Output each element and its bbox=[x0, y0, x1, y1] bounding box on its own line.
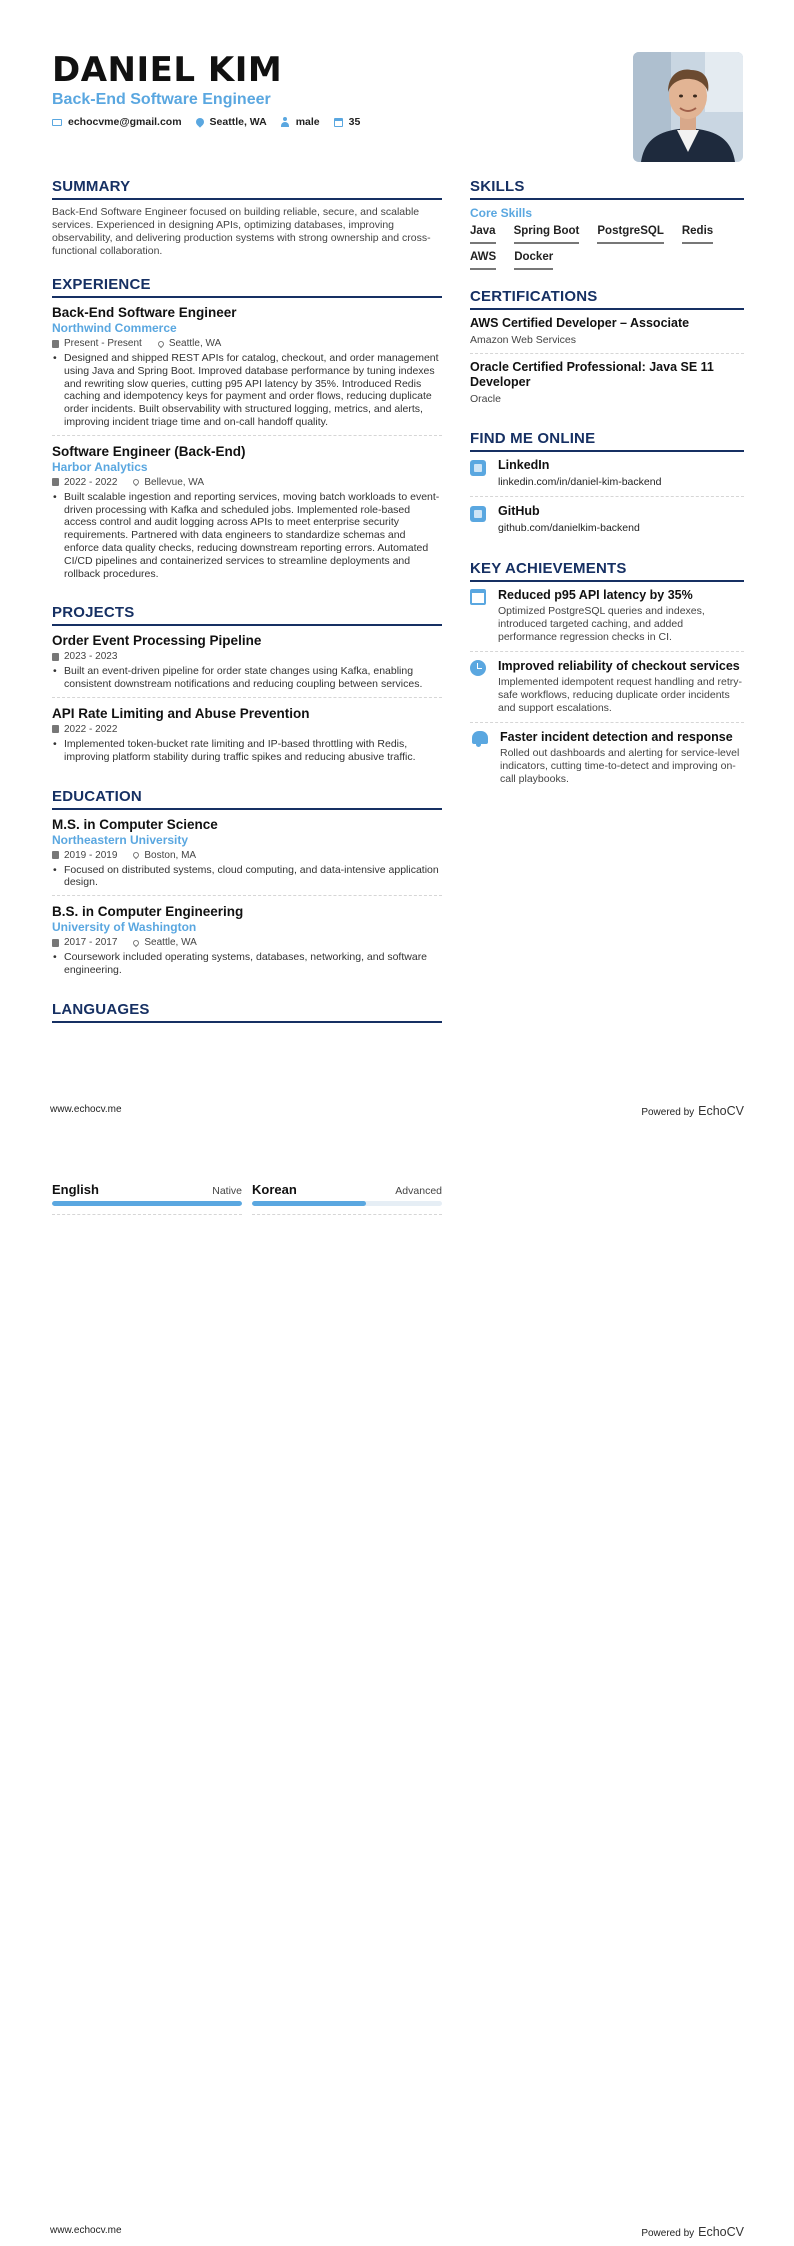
experience-dates-text: Present - Present bbox=[64, 338, 142, 349]
experience-bullets bbox=[52, 491, 442, 581]
skill-tag: Docker bbox=[514, 250, 553, 270]
contact-email-text: echocvme@gmail.com bbox=[68, 116, 182, 128]
project-entry bbox=[52, 632, 442, 698]
language-item bbox=[252, 1182, 442, 1215]
online-link[interactable]: github.com/danielkim-backend bbox=[498, 522, 640, 534]
bullet-item: • Coursework included operating systems, databases, networking, and software engineering. bbox=[64, 951, 442, 977]
project-entry bbox=[52, 705, 442, 770]
calendar-icon bbox=[52, 478, 59, 486]
footer-powered-label: Powered by bbox=[641, 1107, 695, 1118]
education-entry bbox=[52, 816, 442, 897]
achievement-body bbox=[500, 730, 744, 786]
experience-meta bbox=[52, 476, 442, 489]
profile-photo-illustration bbox=[633, 52, 743, 162]
skill-tag: AWS bbox=[470, 250, 496, 270]
experience-heading: EXPERIENCE bbox=[52, 276, 442, 298]
education-dates bbox=[52, 849, 117, 862]
education-dates-text: 2019 - 2019 bbox=[64, 849, 118, 861]
project-dates-text: 2023 - 2023 bbox=[64, 651, 118, 663]
calendar-icon bbox=[52, 725, 59, 733]
certification-item bbox=[470, 316, 744, 354]
calendar-icon bbox=[52, 851, 59, 859]
footer-site[interactable]: www.echocv.me bbox=[50, 1104, 122, 1115]
clock-icon bbox=[470, 660, 486, 676]
skill-tag: Java bbox=[470, 224, 496, 244]
achievement-item bbox=[470, 588, 744, 652]
education-section bbox=[52, 788, 442, 983]
achievement-title: Reduced p95 API latency by 35% bbox=[498, 588, 693, 602]
contact-row bbox=[52, 116, 632, 128]
online-heading: FIND ME ONLINE bbox=[470, 430, 744, 452]
resume-header bbox=[52, 52, 632, 128]
project-dates bbox=[52, 650, 117, 663]
page-footer bbox=[50, 1104, 744, 1118]
location-pin-icon bbox=[194, 116, 205, 127]
languages-section bbox=[52, 1001, 442, 1023]
skills-section bbox=[470, 178, 744, 270]
education-meta bbox=[52, 849, 442, 862]
projects-heading: PROJECTS bbox=[52, 604, 442, 626]
achievements-section bbox=[470, 560, 744, 793]
project-title: API Rate Limiting and Abuse Prevention bbox=[52, 705, 310, 721]
mail-icon bbox=[52, 119, 62, 126]
candidate-title: Back-End Software Engineer bbox=[52, 91, 271, 108]
certification-name: AWS Certified Developer – Associate bbox=[470, 316, 690, 330]
education-location bbox=[133, 936, 196, 949]
skill-tag: Spring Boot bbox=[514, 224, 580, 244]
language-proficiency-bar bbox=[52, 1201, 242, 1206]
certification-issuer: Amazon Web Services bbox=[470, 334, 577, 346]
experience-section bbox=[52, 276, 442, 586]
language-proficiency-fill bbox=[252, 1201, 366, 1206]
location-pin-icon bbox=[132, 938, 140, 946]
language-header bbox=[252, 1182, 442, 1197]
experience-location bbox=[158, 337, 221, 350]
github-icon bbox=[470, 506, 486, 522]
education-meta bbox=[52, 936, 442, 949]
contact-gender bbox=[281, 116, 320, 128]
education-location bbox=[133, 849, 196, 862]
experience-location-text: Seattle, WA bbox=[168, 338, 222, 349]
summary-section bbox=[52, 178, 442, 258]
education-location-text: Seattle, WA bbox=[144, 937, 197, 949]
linkedin-icon bbox=[470, 460, 486, 476]
certification-issuer: Oracle bbox=[470, 393, 501, 405]
online-item-linkedin[interactable] bbox=[470, 458, 744, 497]
profile-photo bbox=[633, 52, 743, 162]
online-item-github[interactable] bbox=[470, 504, 744, 542]
experience-bullets bbox=[52, 352, 442, 429]
education-degree: M.S. in Computer Science bbox=[52, 816, 218, 832]
contact-location-text: Seattle, WA bbox=[209, 116, 267, 128]
certifications-section bbox=[470, 288, 744, 412]
education-school: Northeastern University bbox=[52, 832, 189, 847]
project-bullets bbox=[52, 665, 442, 691]
candidate-name: DANIEL KIM bbox=[52, 50, 283, 90]
bullet-item: • Built an event-driven pipeline for order state changes using Kafka, enabling consistent downstream notifications and reducing coupling between services. bbox=[64, 665, 442, 691]
online-link[interactable]: linkedin.com/in/daniel-kim-backend bbox=[498, 476, 662, 488]
experience-dates bbox=[52, 476, 117, 489]
project-meta bbox=[52, 723, 442, 736]
page-footer bbox=[50, 2225, 744, 2239]
online-section bbox=[470, 430, 744, 542]
experience-company: Harbor Analytics bbox=[52, 459, 148, 474]
contact-age bbox=[334, 116, 361, 128]
skills-list bbox=[470, 224, 740, 270]
experience-location bbox=[133, 476, 204, 489]
education-heading: EDUCATION bbox=[52, 788, 442, 810]
certification-name: Oracle Certified Professional: Java SE 11 Developer bbox=[470, 360, 714, 389]
skills-group-label: Core Skills bbox=[470, 206, 533, 220]
education-bullets bbox=[52, 864, 442, 890]
online-item-body bbox=[498, 458, 661, 489]
education-dates-text: 2017 - 2017 bbox=[64, 937, 118, 949]
skill-tag: PostgreSQL bbox=[597, 224, 663, 244]
person-icon bbox=[281, 117, 290, 127]
achievement-desc: Optimized PostgreSQL queries and indexes, introduced targeted caching, and added performance regression checks in CI. bbox=[498, 605, 705, 643]
location-pin-icon bbox=[132, 478, 140, 486]
certification-item bbox=[470, 360, 744, 412]
calendar-icon bbox=[52, 939, 59, 947]
project-dates-text: 2022 - 2022 bbox=[64, 723, 118, 735]
bullet-item: • Designed and shipped REST APIs for catalog, checkout, and order management using Java and Spring Boot. Improved database performance by tuning indexes and rewriting slow queries, cutting p95 API latency by 35%. Introduced Redis caching and idempotency keys for payment and order flows, reducing duplicate order incidents. Built observability with structured logging, metrics, and alerts, improving incident triage time and on-call handoff quality. bbox=[64, 352, 442, 429]
languages-heading: LANGUAGES bbox=[52, 1001, 442, 1023]
achievement-item bbox=[470, 659, 744, 723]
online-label: GitHub bbox=[498, 504, 540, 518]
projects-section bbox=[52, 604, 442, 769]
language-proficiency-fill bbox=[52, 1201, 242, 1206]
language-item bbox=[52, 1182, 242, 1215]
achievement-title: Improved reliability of checkout services bbox=[498, 659, 740, 673]
contact-location bbox=[196, 116, 267, 128]
calendar-icon bbox=[334, 118, 343, 127]
location-pin-icon bbox=[157, 339, 165, 347]
achievement-desc: Implemented idempotent request handling and retry-safe workflows, reducing duplicate order incidents and support escalations. bbox=[498, 676, 742, 714]
experience-meta bbox=[52, 337, 442, 350]
contact-email[interactable] bbox=[52, 116, 182, 128]
education-bullets bbox=[52, 951, 442, 977]
language-name: Korean bbox=[252, 1182, 297, 1197]
calendar-icon bbox=[52, 653, 59, 661]
footer-powered-label: Powered by bbox=[641, 2228, 695, 2239]
footer-powered bbox=[641, 1104, 744, 1118]
achievements-heading: KEY ACHIEVEMENTS bbox=[470, 560, 744, 582]
skills-heading: SKILLS bbox=[470, 178, 744, 200]
bell-icon bbox=[472, 731, 488, 744]
experience-entry bbox=[52, 304, 442, 436]
experience-company: Northwind Commerce bbox=[52, 321, 177, 335]
certifications-heading: CERTIFICATIONS bbox=[470, 288, 744, 310]
experience-location-text: Bellevue, WA bbox=[144, 476, 205, 488]
experience-entry bbox=[52, 443, 442, 587]
achievement-desc: Rolled out dashboards and alerting for service-level indicators, cutting time-to-detect and improving on-call playbooks. bbox=[500, 747, 740, 785]
contact-age-text: 35 bbox=[348, 116, 361, 128]
contact-gender-text: male bbox=[295, 116, 320, 128]
online-item-body bbox=[498, 504, 640, 535]
footer-brand[interactable]: EchoCV bbox=[698, 1104, 744, 1118]
bullet-item: • Built scalable ingestion and reporting services, moving batch workloads to event-driven processing with Kafka and scheduled jobs. Implemented role-based access control and audit logging across APIs to meet enterprise security requirements. Partnered with data engineers to standardize schemas and enforce data quality checks, reducing downstream reporting errors. Automated CI/CD pipelines and containerized services to streamline deployments and rollback procedures. bbox=[64, 491, 442, 581]
achievement-item bbox=[470, 730, 744, 793]
experience-title: Back-End Software Engineer bbox=[52, 305, 237, 320]
resume-page-2 bbox=[0, 1123, 794, 2246]
education-location-text: Boston, MA bbox=[144, 849, 197, 861]
achievement-title: Faster incident detection and response bbox=[500, 730, 733, 744]
languages-list bbox=[52, 1182, 442, 1215]
calendar-icon bbox=[52, 340, 59, 348]
bullet-item: • Implemented token-bucket rate limiting and IP-based throttling with Redis, improving platform stability during traffic spikes and reducing abusive traffic. bbox=[64, 738, 442, 764]
education-school: University of Washington bbox=[52, 920, 197, 935]
project-meta bbox=[52, 650, 442, 663]
bullet-item: • Focused on distributed systems, cloud computing, and data-intensive application design. bbox=[64, 864, 442, 890]
language-level: Advanced bbox=[395, 1185, 442, 1197]
experience-dates bbox=[52, 337, 142, 350]
experience-dates-text: 2022 - 2022 bbox=[64, 476, 118, 488]
language-header bbox=[52, 1182, 242, 1197]
project-dates bbox=[52, 723, 117, 736]
footer-powered bbox=[641, 2225, 744, 2239]
skill-tag: Redis bbox=[682, 224, 713, 244]
education-degree: B.S. in Computer Engineering bbox=[52, 904, 244, 920]
achievement-body bbox=[498, 588, 744, 644]
calendar-icon bbox=[470, 589, 486, 605]
footer-brand[interactable]: EchoCV bbox=[698, 2225, 744, 2239]
location-pin-icon bbox=[132, 851, 140, 859]
online-label: LinkedIn bbox=[498, 458, 550, 472]
experience-title: Software Engineer (Back-End) bbox=[52, 443, 246, 459]
language-proficiency-bar bbox=[252, 1201, 442, 1206]
education-dates bbox=[52, 936, 117, 949]
left-column bbox=[52, 178, 442, 1041]
education-entry bbox=[52, 903, 442, 983]
language-level: Native bbox=[212, 1185, 242, 1197]
project-bullets bbox=[52, 738, 442, 764]
summary-heading: SUMMARY bbox=[52, 178, 442, 200]
right-column bbox=[470, 178, 744, 811]
summary-text: Back-End Software Engineer focused on building reliable, secure, and scalable services. Experienced in designing APIs, optimizing databases, improving observability, and delivering production systems with strong ownership and cross-functional collaboration. bbox=[52, 206, 431, 257]
footer-site[interactable]: www.echocv.me bbox=[50, 2225, 122, 2236]
language-name: English bbox=[52, 1182, 99, 1197]
project-title: Order Event Processing Pipeline bbox=[52, 633, 262, 649]
achievement-body bbox=[498, 659, 744, 715]
